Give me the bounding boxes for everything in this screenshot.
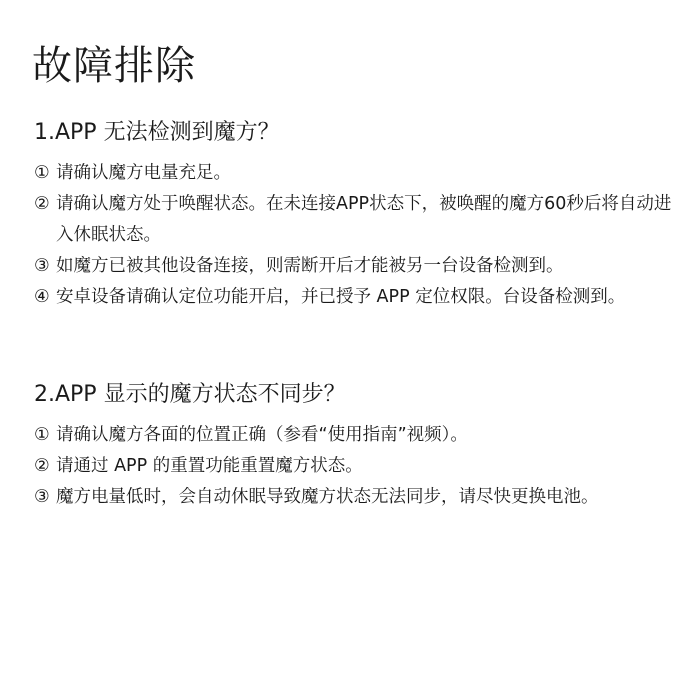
section-app-state-not-synced xyxy=(34,378,674,513)
section-heading: 2.APP 显示的魔方状态不同步？ xyxy=(34,382,346,407)
item-text: 如魔方已被其他设备连接，则需断开后才能被另一台设备检测到。 xyxy=(56,256,564,276)
item-text: 请确认魔方各面的位置正确（参看“使用指南”视频）。 xyxy=(56,425,468,445)
list-item xyxy=(34,158,674,189)
item-text: 魔方电量低时，会自动休眠导致魔方状态无法同步，请尽快更换电池。 xyxy=(56,487,599,507)
list-item xyxy=(34,282,674,313)
item-number: ① xyxy=(34,425,50,445)
list-item xyxy=(34,420,674,451)
item-text: 请确认魔方电量充足。 xyxy=(56,163,231,183)
item-number: ③ xyxy=(34,487,50,507)
item-number: ③ xyxy=(34,256,50,276)
list-item xyxy=(34,189,674,251)
section-heading: 1.APP 无法检测到魔方？ xyxy=(34,120,280,145)
page-title: 故障排除 xyxy=(32,43,196,89)
item-text: 安卓设备请确认定位功能开启，并已授予 APP 定位权限。台设备检测到。 xyxy=(56,287,626,307)
item-text: 请通过 APP 的重置功能重置魔方状态。 xyxy=(56,456,363,476)
list-item xyxy=(34,482,674,513)
item-number: ① xyxy=(34,163,50,183)
item-number: ② xyxy=(34,194,50,214)
section-app-cannot-detect-cube xyxy=(34,116,674,313)
list-item xyxy=(34,251,674,282)
item-number: ② xyxy=(34,456,50,476)
item-text: 请确认魔方处于唤醒状态。在未连接APP状态下，被唤醒的魔方60秒后将自动进入休眠状态。 xyxy=(56,194,672,245)
list-item xyxy=(34,451,674,482)
item-number: ④ xyxy=(34,287,50,307)
